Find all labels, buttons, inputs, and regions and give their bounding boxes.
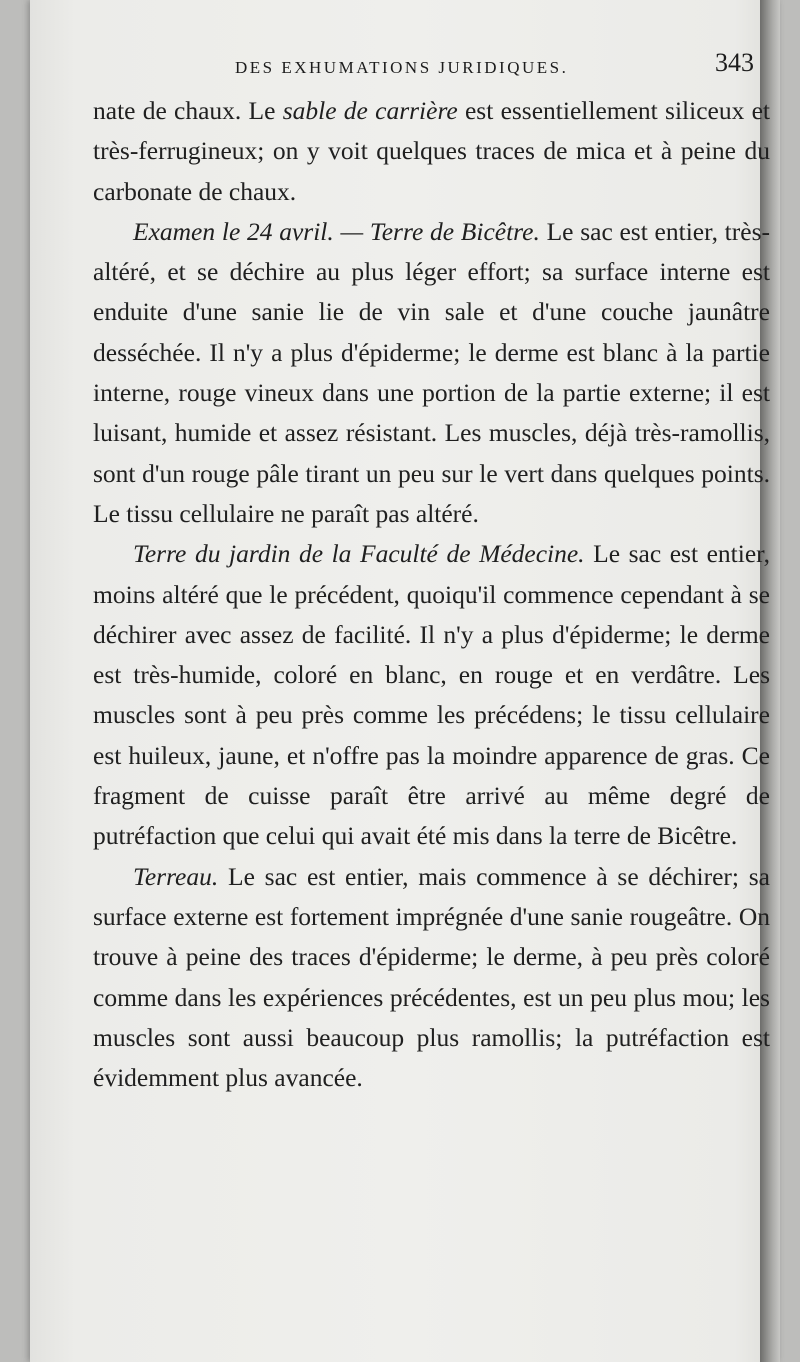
paragraph-4 (93, 857, 770, 1099)
running-head (60, 48, 800, 88)
page-number: 343 (715, 48, 754, 77)
paragraph-1 (93, 91, 770, 212)
book-page (30, 0, 780, 1362)
paragraph-4-segment-1: Terreau. (133, 861, 219, 891)
running-title: DES EXHUMATIONS JURIDIQUES. (235, 58, 569, 77)
paragraph-2-segment-1: Examen le 24 avril. — Terre de Bicêtre. (133, 216, 540, 246)
paragraph-4-segment-2: Le sac est entier, mais commence à se déchirer; sa surface externe est fortement imprégnée d'une sanie rougeâtre. On trouve à peine des traces d'épiderme; le derme, à peu près coloré comme dans les expériences précédentes, est un peu plus mou; les muscles sont aussi beaucoup plus ramollis; la putréfaction est évidemment plus avancée. (93, 861, 770, 1093)
paragraph-1-segment-2: sable de carrière (282, 96, 458, 125)
paragraph-2-segment-2: Le sac est entier, très-altéré, et se déchire au plus léger effort; sa surface interne est enduite d'une sanie lie de vin sale et d'une couche jaunâtre desséchée. Il n'y a plus d'épiderme; le derme est blanc à la partie interne, rouge vineux dans une portion de la partie externe; il est luisant, humide et assez résistant. Les muscles, déjà très-ramollis, sont d'un rouge pâle tirant un peu sur le vert dans quelques points. Le tissu cellulaire ne paraît pas altéré. (93, 216, 770, 528)
paragraph-1-segment-1: nate de chaux. Le (93, 96, 283, 125)
paragraph-1-segment-3: est essentiellement siliceux et très-ferrugineux; on y voit quelques traces de mica et à peine du carbonate de chaux. (93, 96, 770, 206)
paragraph-3 (93, 534, 770, 856)
paragraph-3-segment-1: Terre du jardin de la Faculté de Médecine. (133, 539, 585, 569)
body-text (93, 91, 770, 1098)
paragraph-3-segment-2: Le sac est entier, moins altéré que le précédent, quoiqu'il commence cependant à se déchirer avec assez de facilité. Il n'y a plus d'épiderme; le derme est très-humide, coloré en blanc, en rouge et en verdâtre. Les muscles sont à peu près comme les précédens; le tissu cellulaire est huileux, jaune, et n'offre pas la moindre apparence de gras. Ce fragment de cuisse paraît être arrivé au même degré de putréfaction que celui qui avait été mis dans la terre de Bicêtre. (93, 539, 771, 851)
paragraph-2 (93, 212, 770, 534)
